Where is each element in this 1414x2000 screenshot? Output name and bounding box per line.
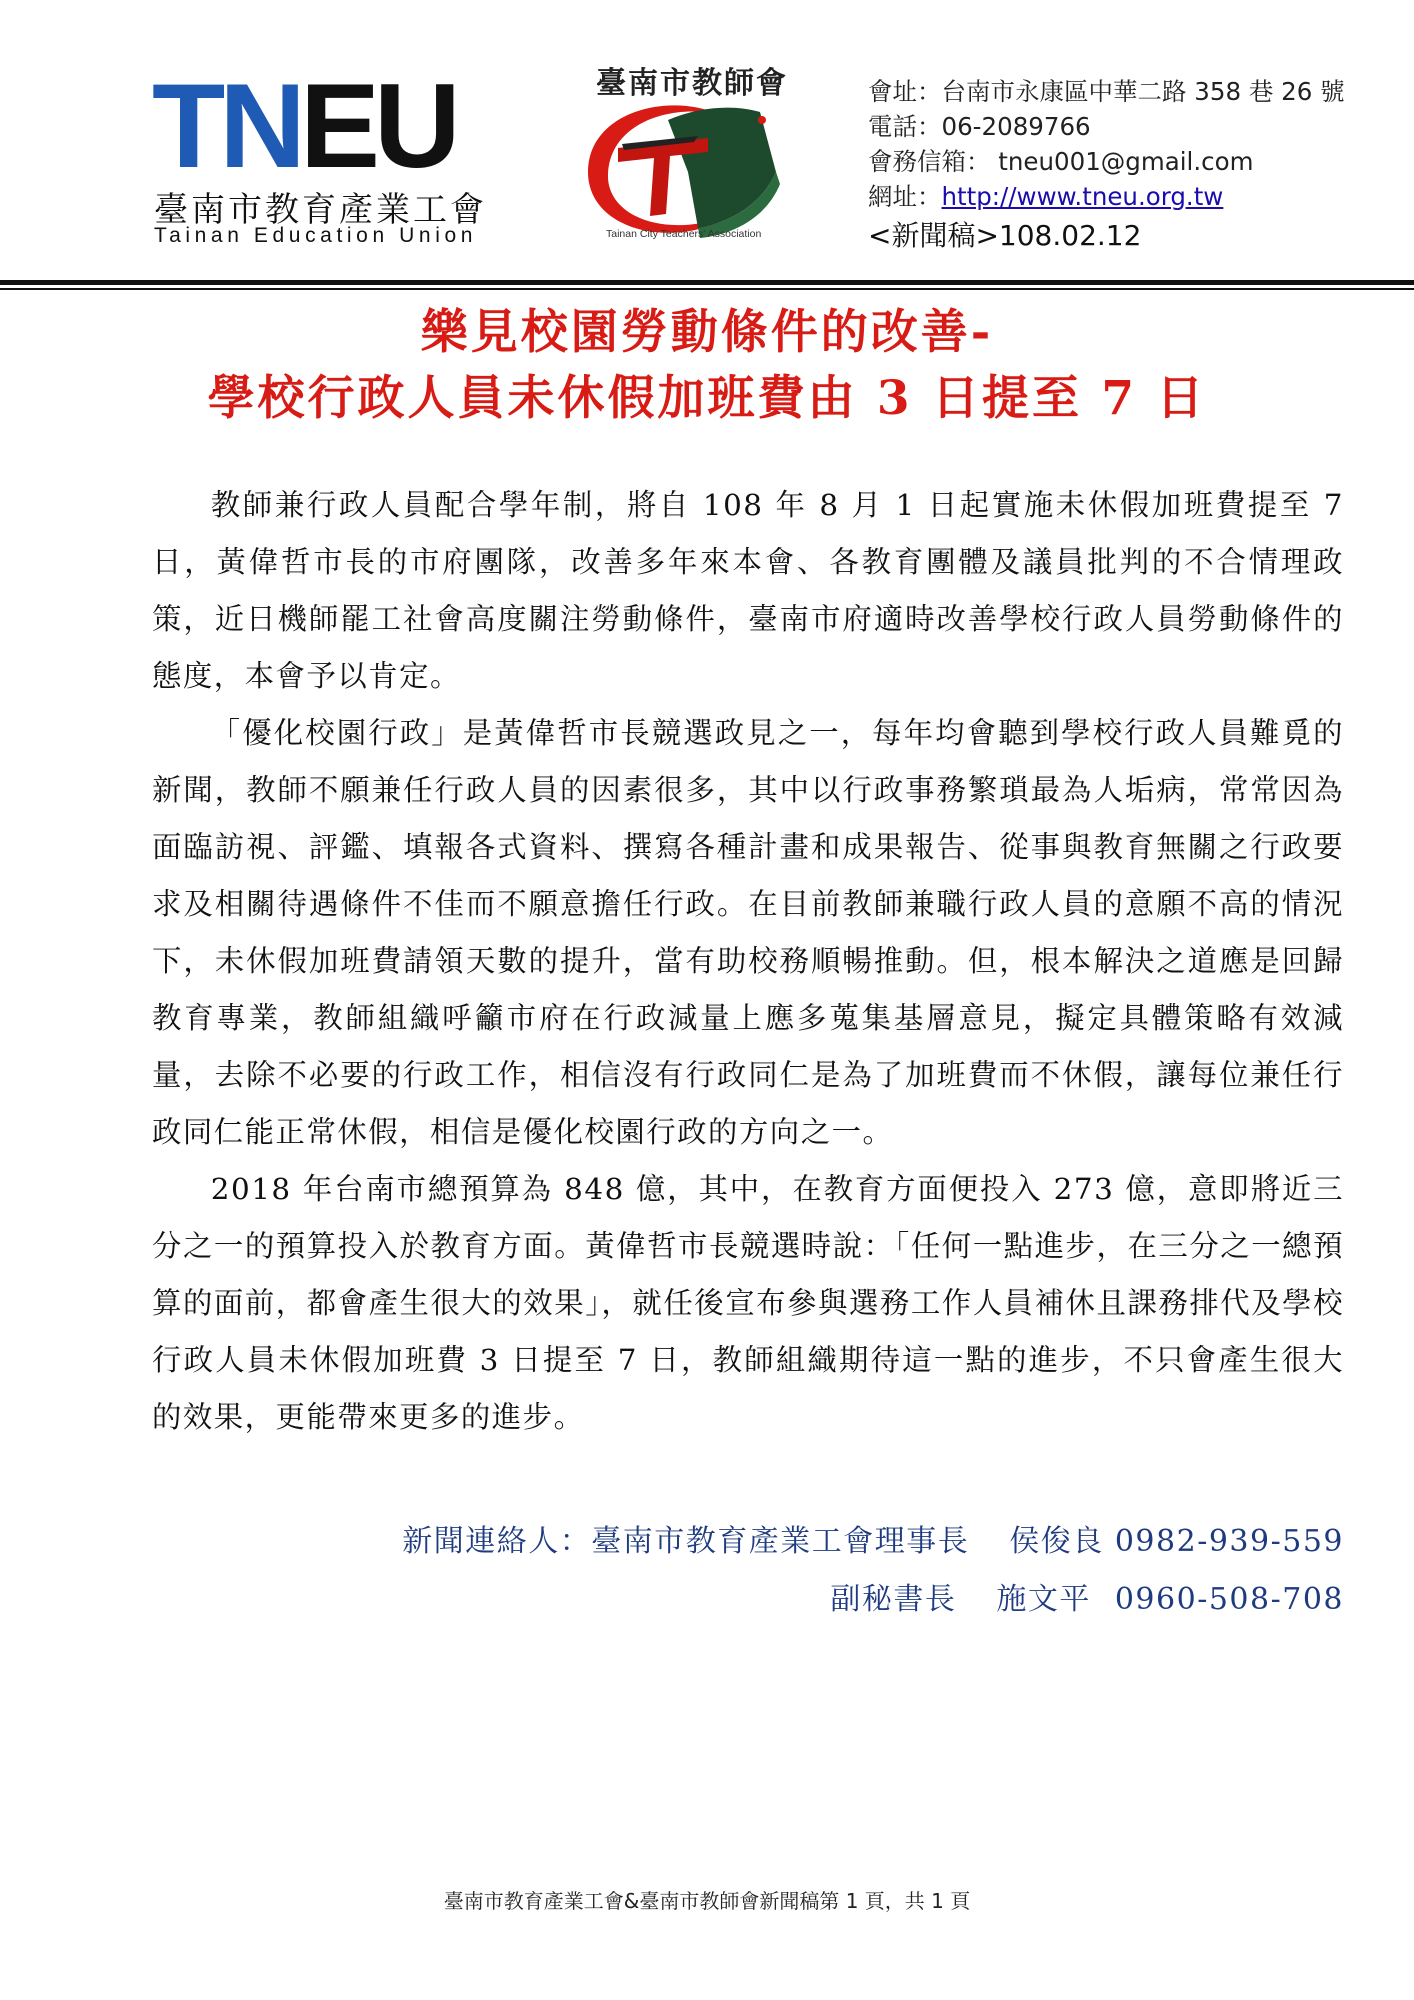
headline-line-1: 樂見校園勞動條件的改善-	[420, 305, 994, 360]
press-contact-1-label: 新聞連絡人：臺南市教育產業工會理事長	[402, 1524, 970, 1559]
tcta-logo	[548, 52, 810, 252]
letterhead	[0, 0, 1414, 290]
contact-phone: 電話：06-2089766	[868, 112, 1091, 141]
press-contact-2-phone: 0960-508-708	[1114, 1582, 1344, 1617]
press-contact-2-name: 施文平	[996, 1582, 1091, 1617]
page-footer: 臺南市教育產業工會&臺南市教師會新聞稿第 1 頁，共 1 頁	[443, 1889, 971, 1913]
tcta-caption: Tainan City Teachers' Association	[606, 228, 762, 240]
header-rule-thin	[0, 288, 1414, 290]
tneu-name-en: Tainan Education Union	[154, 224, 478, 247]
paragraph-3: 2018 年台南市總預算為 848 億，其中，在教育方面便投入 273 億，意即將近三分之一的預算投入於教育方面。黃偉哲市長競選時說：「任何一點進步，在三分之一總預算的面前，都會產生很大的效果」，就任後宣布參與選務工作人員補休且課務排代及學校行政人員未休假加班費 3 日提至 7 日，教師組織期待這一點的進步，不只會產生很大的效果，更能帶來更多的進步。	[152, 1172, 1344, 1434]
website-link[interactable]: http://www.tneu.org.tw	[941, 182, 1224, 211]
headline	[0, 300, 1414, 432]
contact-email: 會務信箱： tneu001@gmail.com	[868, 147, 1254, 176]
press-contacts	[402, 1513, 1344, 1629]
tcta-arc-text: 臺南市教師會	[596, 66, 788, 101]
press-contact-2-label: 副秘書長	[830, 1582, 957, 1617]
tneu-logo-tn: TN	[152, 59, 300, 193]
press-contact-1-name: 侯俊良	[1009, 1524, 1104, 1559]
press-contact-1-phone: 0982-939-559	[1114, 1524, 1344, 1559]
press-contact-2	[402, 1571, 1344, 1629]
tneu-logo	[152, 59, 522, 247]
headline-line-2: 學校行政人員未休假加班費由 3 日提至 7 日	[207, 371, 1207, 426]
article-body	[152, 477, 1344, 1446]
tneu-logo-eu: EU	[299, 59, 455, 193]
contact-address: 會址：台南市永康區中華二路 358 巷 26 號	[868, 77, 1345, 106]
tneu-name-cn: 臺南市教育產業工會	[154, 190, 487, 230]
press-contact-1	[402, 1513, 1344, 1571]
paragraph-2: 「優化校園行政」是黃偉哲市長競選政見之一，每年均會聽到學校行政人員難覓的新聞，教師不願兼任行政人員的因素很多，其中以行政事務繁瑣最為人垢病，常常因為面臨訪視、評鑑、填報各式資料、撰寫各種計畫和成果報告、從事與教育無關之行政要求及相關待遇條件不佳而不願意擔任行政。在目前教師兼職行政人員的意願不高的情況下，未休假加班費請領天數的提升，當有助校務順暢推動。但，根本解決之道應是回歸教育專業，教師組織呼籲市府在行政減量上應多蒐集基層意見，擬定具體策略有效減量，去除不必要的行政工作，相信沒有行政同仁是為了加班費而不休假，讓每位兼任行政同仁能正常休假，相信是優化校園行政的方向之一。	[152, 716, 1344, 1149]
press-release-date: <新聞稿>108.02.12	[868, 219, 1142, 252]
header-rule-thick	[0, 280, 1414, 285]
tneu-logo-letters	[152, 59, 455, 193]
website-label: 網址：	[868, 182, 942, 211]
paragraph-1: 教師兼行政人員配合學年制，將自 108 年 8 月 1 日起實施未休假加班費提至 7 日，黃偉哲市長的市府團隊，改善多年來本會、各教育團體及議員批判的不合情理政策，近日機師罷工社會高度關注勞動條件，臺南市府適時改善學校行政人員勞動條件的態度，本會予以肯定。	[152, 488, 1344, 693]
contact-block	[868, 74, 1408, 256]
contact-website	[868, 179, 1408, 214]
